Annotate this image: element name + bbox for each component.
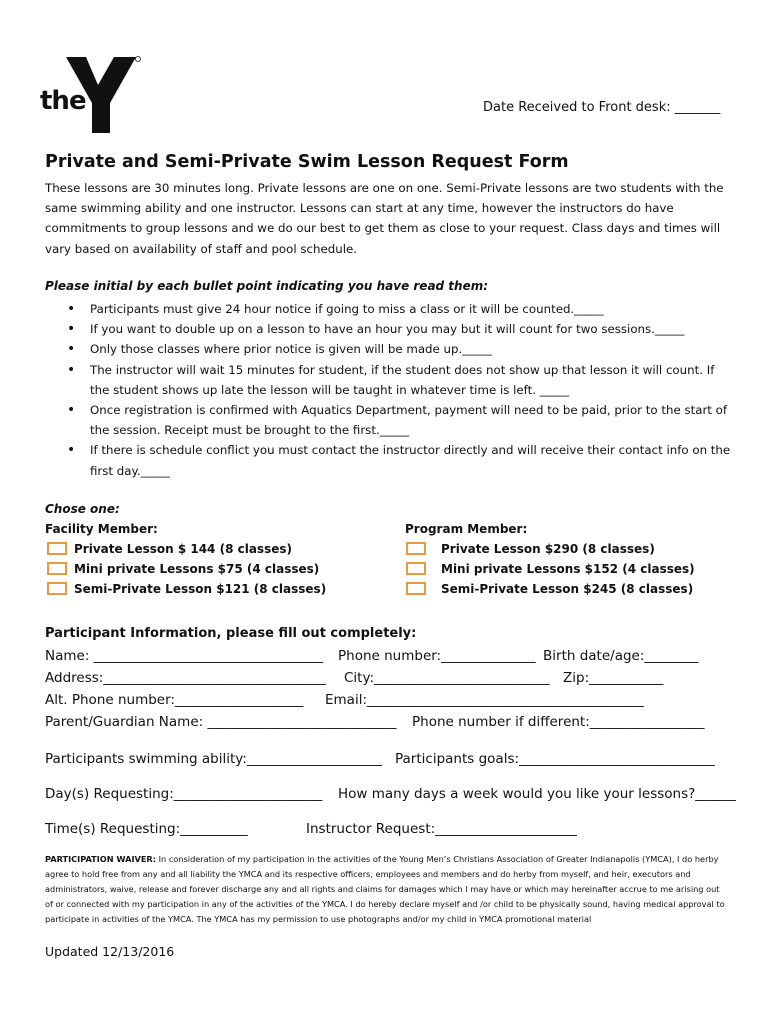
facility-private-label: Private Lesson $ 144 (8 classes) [74, 542, 292, 556]
participant-info-heading: Participant Information, please fill out completely: [45, 626, 417, 641]
acknowledgement-list [45, 299, 735, 481]
intro-paragraph: These lessons are 30 minutes long. Private lessons are one on one. Semi-Private lessons are two students with the same swimming ability and one instructor. Lessons can start at any time, however the instructors do have commitments to group lessons and we do our best to get them as close to your request. Class days and times will vary based on availability of staff and pool schedule. [45, 181, 724, 256]
facility-member-heading: Facility Member: [45, 522, 158, 536]
ymca-logo [40, 55, 160, 135]
zip-field[interactable]: Zip:___________ [563, 670, 664, 686]
participant-goals-field[interactable]: Participants goals:_____________________________ [395, 751, 715, 767]
email-field[interactable]: Email:_________________________________________ [325, 692, 644, 708]
times-requesting-field[interactable]: Time(s) Requesting:__________ [45, 821, 248, 837]
alt-phone-field[interactable]: Alt. Phone number:___________________ [45, 692, 304, 708]
logo-brand-text: YMCA [112, 101, 129, 123]
program-private-checkbox[interactable] [406, 542, 426, 555]
facility-mini-label: Mini private Lessons $75 (4 classes) [74, 562, 320, 576]
date-received-field[interactable]: Date Received to Front desk: _______ [483, 100, 721, 115]
days-per-week-field[interactable]: How many days a week would you like your lessons?______ [338, 786, 736, 802]
choose-one-label: Chose one: [45, 502, 120, 516]
program-semi-checkbox[interactable] [406, 582, 426, 595]
facility-semi-checkbox[interactable] [47, 582, 67, 595]
facility-private-checkbox[interactable] [47, 542, 67, 555]
acknowledgement-item[interactable]: • If there is schedule conflict you must contact the instructor directly and will receive their contact info on the first day._____ [45, 440, 735, 480]
updated-date: Updated 12/13/2016 [45, 944, 175, 959]
program-mini-label: Mini private Lessons $152 (4 classes) [441, 562, 695, 576]
program-member-heading: Program Member: [405, 522, 528, 536]
alt-contact-phone-field[interactable]: Phone number if different:_________________ [412, 714, 705, 730]
phone-field[interactable]: Phone number:______________ [338, 648, 536, 664]
birth-date-field[interactable]: Birth date/age:________ [543, 648, 699, 664]
acknowledgement-item[interactable]: • If you want to double up on a lesson to have an hour you may but it will count for two sessions._____ [45, 319, 735, 339]
initial-heading: Please initial by each bullet point indicating you have read them: [45, 279, 489, 293]
address-field[interactable]: Address:_________________________________ [45, 670, 327, 686]
name-field[interactable]: Name: __________________________________ [45, 648, 324, 664]
swimming-ability-field[interactable]: Participants swimming ability:____________________ [45, 751, 382, 767]
logo-wordmark: the [40, 86, 86, 116]
waiver-text: In consideration of my participation in the activities of the Young Men’s Christians Association of Greater Indianapolis (YMCA), I do herby agree to hold free from any and all liability the YMCA and its respective officers, employees and members and do herby from myself, and heir, executors and administrators, waive, release and forever discharge any and all rights and claims for damages which I may have or which may hereinafter accrue to me arising out of or connected with my participation in any of the activities of the YMCA. I do hereby declare myself and /or child to be physically sound, having medical approval to participate in activities of the YMCA. The YMCA has my permission to use photographs and/or my child in YMCA promotional material [45, 854, 725, 924]
program-mini-checkbox[interactable] [406, 562, 426, 575]
waiver-label: PARTICIPATION WAIVER: [45, 854, 157, 864]
page-title: Private and Semi-Private Swim Lesson Request Form [45, 152, 569, 172]
acknowledgement-item[interactable]: • Once registration is confirmed with Aquatics Department, payment will need to be paid, prior to the start of the session. Receipt must be brought to the first._____ [45, 400, 735, 440]
days-requesting-field[interactable]: Day(s) Requesting:______________________ [45, 786, 323, 802]
parent-guardian-field[interactable]: Parent/Guardian Name: ____________________________ [45, 714, 397, 730]
acknowledgement-item[interactable]: • Participants must give 24 hour notice if going to miss a class or it will be counted._____ [45, 299, 735, 319]
instructor-request-field[interactable]: Instructor Request:_____________________ [306, 821, 577, 837]
program-private-label: Private Lesson $290 (8 classes) [441, 542, 655, 556]
program-semi-label: Semi-Private Lesson $245 (8 classes) [441, 582, 694, 596]
participation-waiver [45, 852, 727, 927]
city-field[interactable]: City:__________________________ [344, 670, 550, 686]
facility-semi-label: Semi-Private Lesson $121 (8 classes) [74, 582, 327, 596]
facility-mini-checkbox[interactable] [47, 562, 67, 575]
acknowledgement-item[interactable]: • Only those classes where prior notice is given will be made up._____ [45, 339, 735, 359]
acknowledgement-item[interactable]: • The instructor will wait 15 minutes for student, if the student does not show up that lesson it will count. If the student shows up late the lesson will be taught in whatever time is left. _____ [45, 360, 735, 400]
